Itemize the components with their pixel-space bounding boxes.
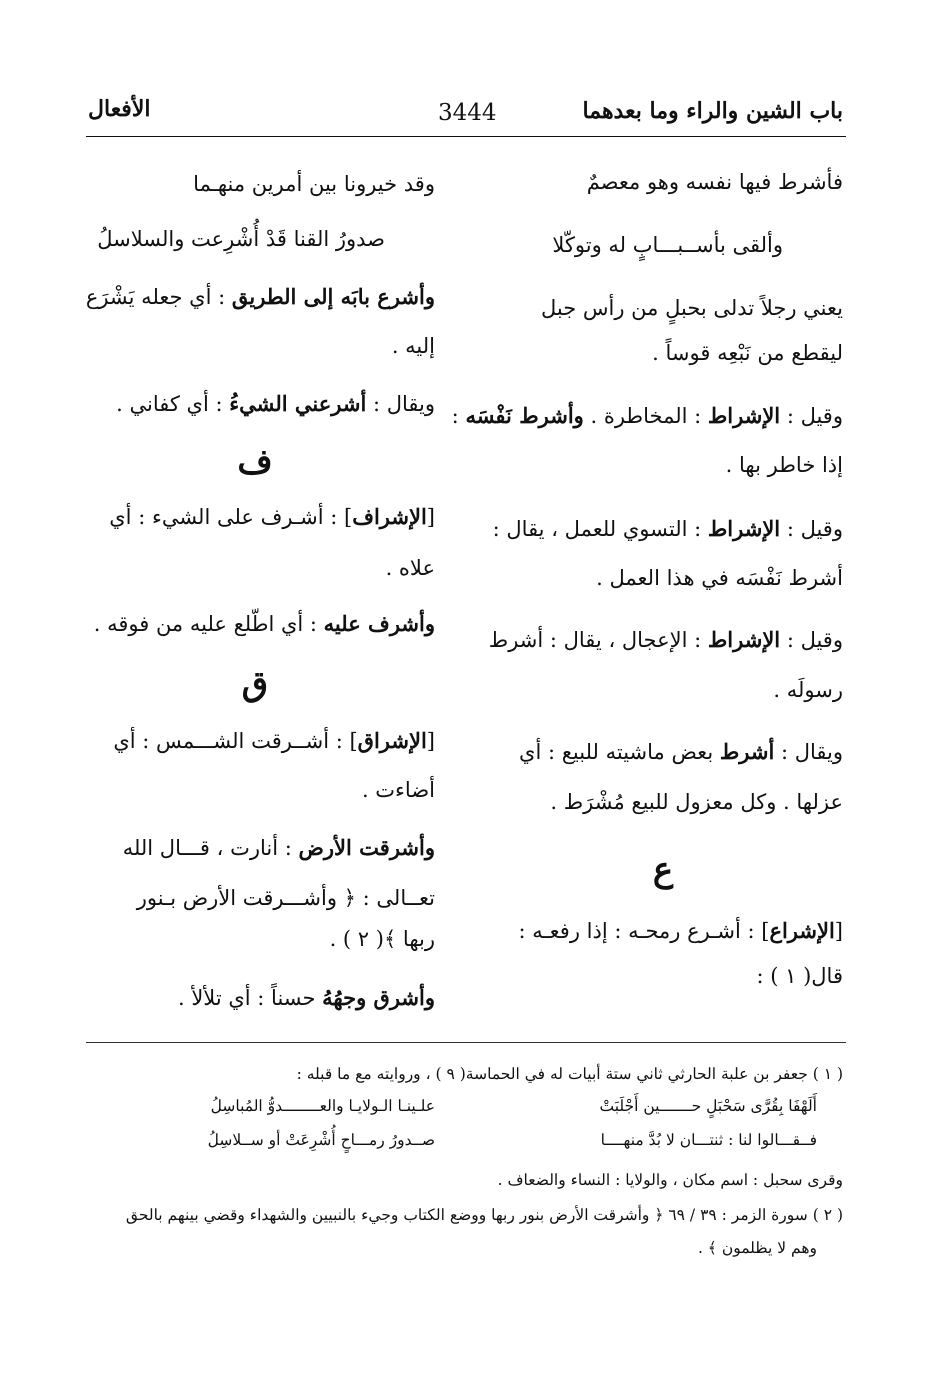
text-line: علاه . xyxy=(385,556,435,580)
verse-line: وقد خيرونا بين أمرين منهـما xyxy=(193,172,435,196)
entry-line xyxy=(493,516,843,542)
footnote-2: ( ٢ ) سورة الزمر : ٣٩ / ٦٩ ﴿ وأشرقت الأرض بنور ربها ووضع الكتاب وجيء بالنبيين والشهداء وقضي بينهم بالحق xyxy=(125,1206,843,1224)
text-run: وقيل : xyxy=(780,628,843,652)
footnote-1-note: وقرى سحبل : اسم مكان ، والولايا : النساء والضعاف . xyxy=(497,1171,843,1189)
headword: الإشراط xyxy=(707,516,781,541)
headword: وأشرط نَفْسَه xyxy=(465,403,584,428)
entry-line xyxy=(489,627,843,653)
headword: الإشراق xyxy=(357,728,427,753)
text-run: : أي اطّلع عليه من فوقه . xyxy=(93,612,324,636)
text-line: أضاءت . xyxy=(361,778,435,802)
footnote-verse-hemistich: فــقـــالوا لنا : ثنتـــان لا بُدَّ منهــــا xyxy=(600,1131,817,1149)
headword: وأشرف عليه xyxy=(323,611,435,636)
entry-line xyxy=(116,391,435,417)
text-run: وقيل : xyxy=(780,404,843,428)
text-line: يعني رجلاً تدلى بحبلٍ من رأس جبل xyxy=(541,296,843,320)
header-divider xyxy=(86,136,846,137)
text-line: رسولَه . xyxy=(773,678,843,702)
text-line: ليقطع من نَبْعِه قوساً . xyxy=(652,341,843,365)
chapter-title: باب الشين والراء وما بعدهما xyxy=(582,98,843,124)
text-run: : أنارت ، قـــال الله xyxy=(122,836,299,860)
text-line: قال( ١ ) : xyxy=(756,964,843,988)
footnote-verse-hemistich: علـينـا الـولايـا والعــــــــدوُّ المُباسِلُ xyxy=(210,1097,435,1115)
letter-heading-ayn: ع xyxy=(652,850,674,890)
entry-line xyxy=(452,403,843,429)
text-run: : المخاطرة . xyxy=(583,404,708,428)
quran-line: ربها ﴾( ٢ ) . xyxy=(329,927,435,951)
entry-line xyxy=(518,918,843,944)
quran-line: تعــالى : ﴿ وأشـــرقت الأرض بـنور xyxy=(136,886,435,910)
entry-line xyxy=(123,835,435,861)
bracket: [ xyxy=(426,729,435,753)
letter-heading-qaf: ق xyxy=(241,664,269,704)
headword: وأشرق وجهُهُ xyxy=(322,985,435,1010)
letter-heading-fa: ف xyxy=(237,442,273,482)
entry-line xyxy=(94,611,435,637)
bracket: [ xyxy=(426,505,435,529)
headword: وأشرقت الأرض xyxy=(298,835,435,860)
headword: الإشراط xyxy=(707,627,781,652)
footnote-1: ( ١ ) جعفر بن علبة الحارثي ثاني ستة أبيات له في الحماسة( ٩ ) ، وروايته مع ما قبله : xyxy=(296,1065,843,1083)
text-run: ] : أشـرف على الشيء : أي xyxy=(109,505,353,529)
text-run: : الإعجال ، يقال : أشرط xyxy=(488,628,708,652)
headword: وأشرع بابَه إلى الطريق xyxy=(231,284,435,309)
text-run: ويقال : xyxy=(774,740,843,764)
text-run: حسناً : أي تلألأ . xyxy=(177,986,323,1010)
text-run: : التسوي للعمل ، يقال : xyxy=(492,517,708,541)
text-run: : أي جعله يَشْرَع xyxy=(85,285,232,309)
verse-line: صدورُ القنا قَدْ أُشْرِعت والسلاسلُ xyxy=(97,227,385,251)
text-run: : أي كفاني . xyxy=(116,392,230,416)
entry-line xyxy=(86,284,435,310)
entry-line xyxy=(519,739,843,765)
text-line: إذا خاطر بها . xyxy=(725,453,843,477)
headword: الإشراع xyxy=(769,918,835,943)
entry-line xyxy=(178,985,435,1011)
headword: أشرط xyxy=(719,739,775,764)
text-line: إليه . xyxy=(391,334,435,358)
verse-line: وألقى بأســبـــابٍ له وتوكّلا xyxy=(552,233,783,257)
headword: الإشراف xyxy=(352,504,427,529)
entry-line xyxy=(109,504,435,530)
section-title: الأفعال xyxy=(88,96,151,122)
text-run: ويقال : xyxy=(366,392,435,416)
text-line: عزلها . وكل معزول للبيع مُشْرَط . xyxy=(550,790,843,814)
text-run: وقيل : xyxy=(780,517,843,541)
text-run: ] : أشـرع رمحـه : إذا رفعـه : xyxy=(518,919,770,943)
text-run: ] : أشــرقت الشـــمس : أي xyxy=(113,729,358,753)
headword: الإشراط xyxy=(707,403,781,428)
footnote-verse-hemistich: صــدورُ رمـــاحٍ أُشْرِعَتْ أو ســلاسِلُ xyxy=(207,1131,435,1149)
text-run: بعض ماشيته للبيع : أي xyxy=(519,740,720,764)
page-number: 3444 xyxy=(438,100,497,126)
verse-line: فأشرط فيها نفسه وهو معصمٌ xyxy=(586,170,843,194)
footnote-divider xyxy=(86,1042,846,1043)
footnote-2-continuation: وهم لا يظلمون ﴾ . xyxy=(697,1239,817,1257)
text-run: : xyxy=(451,404,466,428)
entry-line xyxy=(113,728,435,754)
bracket: [ xyxy=(834,919,843,943)
footnote-verse-hemistich: أَلَهْفَا بِقُرَّى سَحْبَلٍ حـــــــين أَجْلَبَتْ xyxy=(599,1097,817,1115)
text-line: أشرط نَفْسَه في هذا العمل . xyxy=(596,566,843,590)
headword: أشرعني الشيءُ xyxy=(229,391,367,416)
